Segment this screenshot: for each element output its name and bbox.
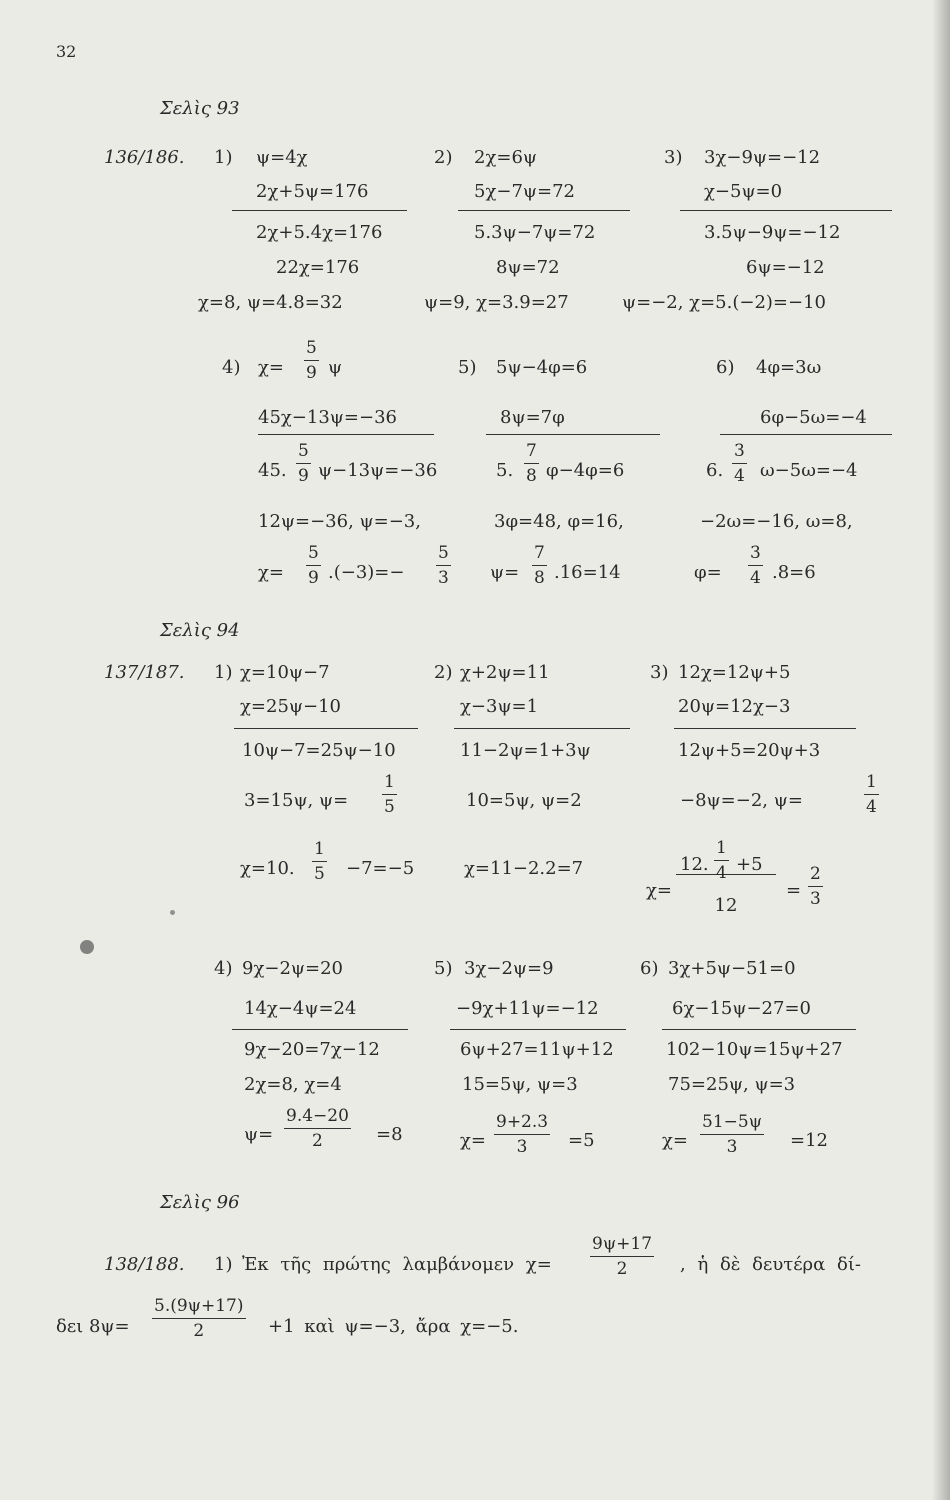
- equation: 102−10ψ=15ψ+27: [666, 1039, 843, 1060]
- fraction: $\frac{1}{4}$: [716, 838, 727, 883]
- equation: 2χ+5ψ=176: [256, 181, 369, 202]
- equation: 6χ−15ψ−27=0: [672, 998, 811, 1019]
- equation-part: =12: [790, 1130, 828, 1151]
- equation: 8ψ=7φ: [500, 407, 565, 428]
- section-heading-96: Σελὶς 96: [160, 1192, 240, 1213]
- exercise-label-138: 138/188.: [104, 1254, 185, 1275]
- equation-part: χ=: [258, 357, 284, 378]
- rule-line: [486, 434, 660, 435]
- part-number: 3): [664, 147, 683, 168]
- fraction: $\frac{7}{8}$: [526, 441, 537, 486]
- equation-part: ψ=: [244, 1124, 274, 1145]
- equation: χ−5ψ=0: [704, 181, 783, 202]
- rule-line: [662, 1029, 856, 1030]
- section-heading-94: Σελὶς 94: [160, 620, 240, 641]
- equation-part: χ=: [258, 562, 284, 583]
- equation: χ=8, ψ=4.8=32: [198, 292, 343, 313]
- equation: 22χ=176: [276, 257, 360, 278]
- page-edge-shadow: [932, 0, 950, 1500]
- fraction: $\frac{9\psi+17}{2}$: [592, 1234, 653, 1279]
- equation: −9χ+11ψ=−12: [456, 998, 599, 1019]
- equation-part: −7=−5: [346, 858, 415, 879]
- part-number: 3): [650, 662, 669, 683]
- equation: χ−3ψ=1: [460, 696, 539, 717]
- equation: 6ψ=−12: [746, 257, 825, 278]
- equation-part: .8=6: [772, 562, 816, 583]
- rule-line: [674, 728, 856, 729]
- equation: ψ=4χ: [256, 147, 308, 168]
- rule-line: [232, 210, 407, 211]
- part-number: 6): [716, 357, 735, 378]
- equation-part: χ=: [460, 1130, 486, 1151]
- part-number: 5): [434, 958, 453, 979]
- equation-part: ψ: [328, 357, 343, 378]
- part-number: 2): [434, 662, 453, 683]
- ink-smudge: [80, 940, 94, 954]
- equation: 3χ−9ψ=−12: [704, 147, 821, 168]
- equation: ψ=−2, χ=5.(−2)=−10: [622, 292, 826, 313]
- prose-text: Ἐκ τῆς πρώτης λαμβάνομεν χ=: [242, 1254, 552, 1275]
- equation-part: χ=: [646, 880, 672, 901]
- equation-part: ψ−13ψ=−36: [318, 460, 438, 481]
- compound-fraction-numerator: [676, 838, 776, 883]
- equation: 12ψ=−36, ψ=−3,: [258, 511, 421, 532]
- rule-line: [234, 728, 418, 729]
- section-heading-93: Σελὶς 93: [160, 98, 240, 119]
- equation: −2ω=−16, ω=8,: [700, 511, 853, 532]
- fraction: $\frac{1}{4}$: [866, 772, 877, 817]
- equation-part: φ−4φ=6: [546, 460, 625, 481]
- equation-part: .16=14: [554, 562, 621, 583]
- equation: 45χ−13ψ=−36: [258, 407, 397, 428]
- equation-part: =: [786, 880, 802, 901]
- equation: 5.3ψ−7ψ=72: [474, 222, 596, 243]
- part-number: 1): [214, 147, 233, 168]
- equation: 5χ−7ψ=72: [474, 181, 575, 202]
- equation: ψ=9, χ=3.9=27: [424, 292, 569, 313]
- fraction: $\frac{9.4-20}{2}$: [286, 1106, 349, 1151]
- equation: 3χ−2ψ=9: [464, 958, 554, 979]
- compound-fraction-denominator: 12: [714, 895, 738, 916]
- equation: 3χ+5ψ−51=0: [668, 958, 796, 979]
- equation: 12ψ+5=20ψ+3: [678, 740, 821, 761]
- rule-line: [720, 434, 892, 435]
- equation-part: −8ψ=−2, ψ=: [680, 790, 803, 811]
- exercise-label-136: 136/186.: [104, 147, 185, 168]
- fraction: $\frac{3}{4}$: [734, 441, 745, 486]
- equation-part: .(−3)=−: [328, 562, 405, 583]
- prose-text: δει 8ψ=: [56, 1316, 130, 1337]
- rule-line: [450, 1029, 626, 1030]
- equation: 3φ=48, φ=16,: [494, 511, 624, 532]
- page-number: 32: [56, 42, 77, 61]
- equation: 9χ−20=7χ−12: [244, 1039, 380, 1060]
- equation: 10ψ−7=25ψ−10: [242, 740, 396, 761]
- part-number: 1): [214, 1254, 233, 1275]
- fraction: $\frac{9+2.3}{3}$: [496, 1112, 549, 1157]
- equation: χ=10ψ−7: [240, 662, 330, 683]
- part-number: 5): [458, 357, 477, 378]
- equation: 9χ−2ψ=20: [242, 958, 343, 979]
- equation: 15=5ψ, ψ=3: [462, 1074, 578, 1095]
- rule-line: [232, 1029, 408, 1030]
- part-number: 4): [214, 958, 233, 979]
- equation-part: =8: [376, 1124, 403, 1145]
- equation: 6φ−5ω=−4: [760, 407, 867, 428]
- fraction: $\frac{5}{9}$: [308, 543, 319, 588]
- rule-line: [680, 210, 892, 211]
- equation: 12χ=12ψ+5: [678, 662, 791, 683]
- equation-part: χ=: [662, 1130, 688, 1151]
- equation: 2χ+5.4χ=176: [256, 222, 383, 243]
- part-number: 2): [434, 147, 453, 168]
- equation: χ+2ψ=11: [460, 662, 550, 683]
- fraction: $\frac{7}{8}$: [534, 543, 545, 588]
- equation-part: ω−5ω=−4: [760, 460, 858, 481]
- equation-part: 5.: [496, 460, 514, 481]
- equation-part: 45.: [258, 460, 287, 481]
- fraction: $\frac{1}{5}$: [384, 772, 395, 817]
- fraction: $\frac{2}{3}$: [810, 864, 821, 909]
- part-number: 6): [640, 958, 659, 979]
- part-number: 1): [214, 662, 233, 683]
- equation: 14χ−4ψ=24: [244, 998, 357, 1019]
- equation: 5ψ−4φ=6: [496, 357, 588, 378]
- equation: 3.5ψ−9ψ=−12: [704, 222, 841, 243]
- compound-fraction: [676, 838, 776, 916]
- equation: 6ψ+27=11ψ+12: [460, 1039, 614, 1060]
- equation-part: =5: [568, 1130, 595, 1151]
- equation: 20ψ=12χ−3: [678, 696, 791, 717]
- equation: 75=25ψ, ψ=3: [668, 1074, 796, 1095]
- fraction: $\frac{51-5\psi}{3}$: [702, 1112, 763, 1157]
- equation: χ=11−2.2=7: [464, 858, 584, 879]
- equation-part: 3=15ψ, ψ=: [244, 790, 349, 811]
- part-number: 4): [222, 357, 241, 378]
- fraction: $\frac{5}{9}$: [306, 338, 317, 383]
- equation-part: +5: [736, 854, 763, 875]
- fraction: $\frac{3}{4}$: [750, 543, 761, 588]
- equation: 8ψ=72: [496, 257, 560, 278]
- equation: 11−2ψ=1+3ψ: [460, 740, 591, 761]
- equation: 4φ=3ω: [756, 357, 822, 378]
- equation: 10=5ψ, ψ=2: [466, 790, 582, 811]
- prose-text: +1 καὶ ψ=−3, ἄρα χ=−5.: [268, 1316, 519, 1337]
- equation-part: 12.: [680, 854, 709, 875]
- fraction: $\frac{5}{3}$: [438, 543, 449, 588]
- prose-text: , ἡ δὲ δευτέρα δί-: [680, 1254, 861, 1275]
- ink-smudge: [170, 910, 175, 915]
- equation: χ=25ψ−10: [240, 696, 341, 717]
- equation: 2χ=6ψ: [474, 147, 538, 168]
- fraction: $\frac{1}{5}$: [314, 839, 325, 884]
- fraction: $\frac{5}{9}$: [298, 441, 309, 486]
- equation-part: ψ=: [490, 562, 520, 583]
- rule-line: [258, 434, 434, 435]
- rule-line: [458, 210, 630, 211]
- rule-line: [454, 728, 630, 729]
- equation: 2χ=8, χ=4: [244, 1074, 342, 1095]
- fraction: $\frac{5.(9\psi+17)}{2}$: [154, 1296, 244, 1341]
- equation-part: φ=: [694, 562, 722, 583]
- equation-part: χ=10.: [240, 858, 295, 879]
- exercise-label-137: 137/187.: [104, 662, 185, 683]
- equation-part: 6.: [706, 460, 724, 481]
